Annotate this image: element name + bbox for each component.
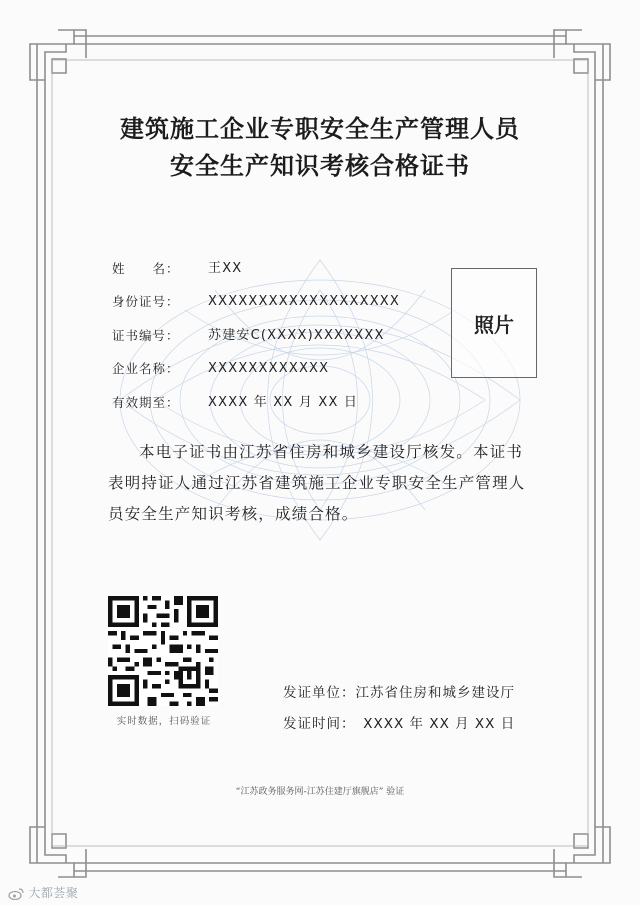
field-label: 姓 名： — [112, 261, 180, 276]
issue-date-line: 发证时间： XXXX 年 XX 月 XX 日 — [283, 716, 516, 732]
certificate-body: 本电子证书由江苏省住房和城乡建设厅核发。本证书表明持证人通过江苏省建筑施工企业专职安全生产管理人员安全生产知识考核，成绩合格。 — [108, 443, 526, 523]
certificate-title-line2: 安全生产知识考核合格证书 — [170, 151, 470, 180]
certificate-title-line1: 建筑施工企业专职安全生产管理人员 — [120, 114, 520, 143]
field-label: 证书编号： — [112, 328, 180, 343]
qr-caption: 实时数据，扫码验证 — [116, 716, 212, 727]
field-value: 苏建安C(XXXX)XXXXXXX — [208, 328, 385, 343]
field-label: 身份证号： — [112, 294, 180, 309]
watermark-text: 大都荟聚 — [28, 886, 79, 900]
field-value: XXXXXXXXXXXXXXXXXXX — [208, 294, 401, 309]
verification-note: “江苏政务服务网-江苏住建厅旗舰店” 验证 — [235, 787, 405, 797]
field-value: 王XX — [208, 261, 243, 276]
photo-box — [451, 268, 537, 378]
field-value: XXXXXXXXXXXX — [208, 361, 330, 376]
field-label: 有效期至： — [112, 395, 180, 410]
source-watermark — [8, 884, 78, 901]
field-value: XXXX 年 XX 月 XX 日 — [208, 395, 359, 410]
photo-label: 照片 — [474, 313, 514, 337]
field-label: 企业名称： — [112, 361, 180, 376]
qr-code[interactable] — [108, 596, 218, 706]
issuer-line: 发证单位：江苏省住房和城乡建设厅 — [283, 685, 515, 701]
weibo-icon — [8, 888, 24, 900]
